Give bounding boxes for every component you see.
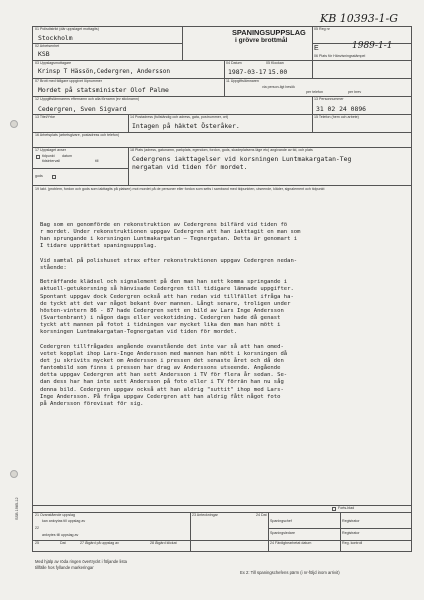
district-label: 01 Polisdistrikt (där uppslaget mottagits) xyxy=(35,27,99,31)
r25-col-finished: 24 Färdigbearbetat datum xyxy=(270,541,312,545)
bookplate-label: 06 Plats för Hänvisningsstämpel xyxy=(314,54,366,58)
r25-col-action-clicked: 28 Åtgärd klickat xyxy=(150,541,177,545)
r25-col-action: 27 Åtgärd på uppslag av xyxy=(80,541,119,545)
contact-label: 11 Uppgiftslämnaren xyxy=(226,79,259,83)
description-label: 19 Iakt. (problem, fordon och gods som iakttagits på platsen) mot mordet på de personer eller fordon som setts i samband med tidpunkten, utseende, kläder, signalement och tidpunkt xyxy=(35,187,325,191)
checkbox-tidpunkt xyxy=(36,155,40,159)
place-value-line1: Cedergrens iakttagelser vid korsningen Luntmakargatan-Teg xyxy=(132,155,352,163)
employer-label: 16 Arbetsplats (arbetsgivare, postadress och telefon) xyxy=(35,133,120,137)
person-value: Cedergren, Sven Sigvard xyxy=(38,105,127,113)
from-label: datum xyxy=(62,154,72,158)
col-date-label: 24 Dat xyxy=(256,513,267,517)
legal-text-line1: Med hjälp av röda ringen övertryckt i följande lista xyxy=(35,559,127,564)
narrative-paragraph-4: Cedergren tillfrågades angående ovanstående det inte var så att han omed- vetet kopplat ihop Lars-Inge Andersson med mannen han mött i korsningen då det ju skrivits mycket om Andersson i pressen det senaste året och då den fantombild som finns i pressen har drag av Anderssons utseende. Angående detta uppgav Cedergren att han sett Andersson i TV för flera år sedan. Se- dan dess har han inte sett Andersson på foto eller i TV förrän han nu såg denna bild. Cedergren uppgav också att han aldrig "suttit" ihop med Lars- Inge Andersson. På fråga uppgav Cedergren att han aldrig fått något foto på Andersson förevisat för sig. xyxy=(40,343,288,407)
r21-label: 21 Ovanstående uppslag xyxy=(35,513,75,517)
narrative-paragraph-2: Vid samtal på polishuset strax efter rekonstruktionen uppgav Cedergren nedan- stående: xyxy=(40,257,298,271)
contact-option-phone: per telefon xyxy=(306,90,323,94)
checkbox-continued xyxy=(332,507,336,511)
contact-option-visit: via person-ligt besök xyxy=(262,85,295,89)
legal-text-line2: tillfälle hos fyllande markeringar xyxy=(35,565,94,570)
place-value-line2: nergatan vid tiden för mordet. xyxy=(132,163,248,171)
phone-label: 15 Telefon (hem och arbete) xyxy=(314,115,359,119)
crime-label: 07 Brott med tidigare uppgivet löpnummer xyxy=(35,79,102,83)
idnum-label: 13 Personnummer xyxy=(314,97,344,101)
r25-col-regcheck: Reg. kontroll xyxy=(342,541,363,545)
place-label: 18 Plats (adress, gatunamn, parkplats, egendom, fordon, gods, skadeplatsens läge etc) angivande av tid, och plats xyxy=(130,148,313,152)
unit-value: KSB xyxy=(38,50,50,58)
r25-label: 25 xyxy=(35,541,39,545)
address-value: Intagen på häktet Österåker. xyxy=(132,122,240,130)
handwritten-reference: KB 10393-1-G xyxy=(320,12,399,25)
punch-hole xyxy=(10,470,18,478)
idnum-value: 31 02 24 0896 xyxy=(316,105,367,113)
date-value: 1987-03-17 xyxy=(228,68,267,76)
col-spaningsledare-label: Spaningsledare xyxy=(270,531,295,535)
notes-label: 23 Anteckningar xyxy=(192,513,218,517)
r25-col-date: Dat xyxy=(60,541,66,545)
goods-label: gods xyxy=(35,174,43,178)
continued-label: Forts-blad xyxy=(338,506,355,510)
form-subtitle: i grövre brottmål xyxy=(235,37,288,44)
when-option-1: tidpunkt xyxy=(42,154,55,158)
col-spaningschef-label: Spaningschef xyxy=(270,519,292,523)
time-value: 15.00 xyxy=(268,68,288,76)
ref-label: 05 Reg nr xyxy=(314,27,330,31)
col-registrator2-label: Registrator xyxy=(342,531,360,535)
unit-label: 02 Arbetsenhet xyxy=(35,44,60,48)
narrative-paragraph-3: Beträffande klädsel och signalement på den man han sett komma springande i aktuell-getukorsning så hänvisade Cedergren till tidigare lämnade uppgifter. Spontant uppgav dock Cedergren också att han redan vid tillfället ifråga ha- de tyckt att det var något bekant över mannen. Långt senare, troligen under hösten-vintern 86 - 87 hade Cedergren sett en bild av Lars Inge Andersson (Svartenbrant) i någon dags eller veckotidning. Cedergren hade då genast tyckt att mannen på fotot i tidningen var mycket lika den man han mött i korsningen Luntmakargatan-Tegnergatan vid tiden för mordet. xyxy=(40,279,294,336)
time-label: 05 Klockan xyxy=(266,61,284,65)
district-value: Stockholm xyxy=(38,34,73,42)
recorder-value: Krinsp T Hässön,Cedergren, Andersson xyxy=(38,68,171,75)
handwritten-date: 1989-1-1 xyxy=(352,41,393,51)
r21-sub3: ankrytes till uppslag av xyxy=(42,533,79,537)
col-registrator-label: Registrator xyxy=(342,519,360,523)
e-label: E xyxy=(314,45,319,52)
contact-option-letter: per brev xyxy=(348,90,362,94)
copy-note: Ex 2: Till spaningschefens pärm (i nr-följd inom arrivit) xyxy=(240,570,340,575)
title-label: 13 Titel/Yrke xyxy=(35,115,55,119)
form-title: SPANINGSUPPSLAG xyxy=(232,28,306,37)
r21-sub1: kan ankrytas till uppslag av xyxy=(42,519,86,523)
punch-hole xyxy=(10,120,18,128)
r21-sub2: 22 xyxy=(35,526,39,530)
narrative xyxy=(40,222,410,415)
recorder-label: 03 Uppslagsmottagare xyxy=(35,61,72,65)
when-label: 17 Uppslaget avser xyxy=(35,148,66,152)
side-form-code: SSB 1985-12 xyxy=(15,497,19,520)
narrative-paragraph-1: Bag som en genomförde en rekonstruktion av Cedergrens bilfärd vid tiden fö r mordet. Under rekonstruktionen uppgav Cedergren att han iakttagit en man som han sprungande i korsningen Luntmakargatan – Tegnergatan. Detta är genomart i I tidare upprättat spaningsuppslag. xyxy=(40,222,301,250)
crime-value: Mordet på statsminister Olof Palme xyxy=(38,86,169,94)
address-label: 14 Postadress (fullständig och adress, gata, postnummer, ort) xyxy=(130,115,229,119)
to-label: till xyxy=(95,159,99,163)
date-label: 04 Datum xyxy=(226,61,242,65)
person-label: 12 Uppgiftslämnarens efternamn och alla förnamn (ev sticknamn) xyxy=(35,97,140,101)
checkbox-goods xyxy=(52,175,56,179)
when-option-2: tidsintervall xyxy=(42,159,60,163)
